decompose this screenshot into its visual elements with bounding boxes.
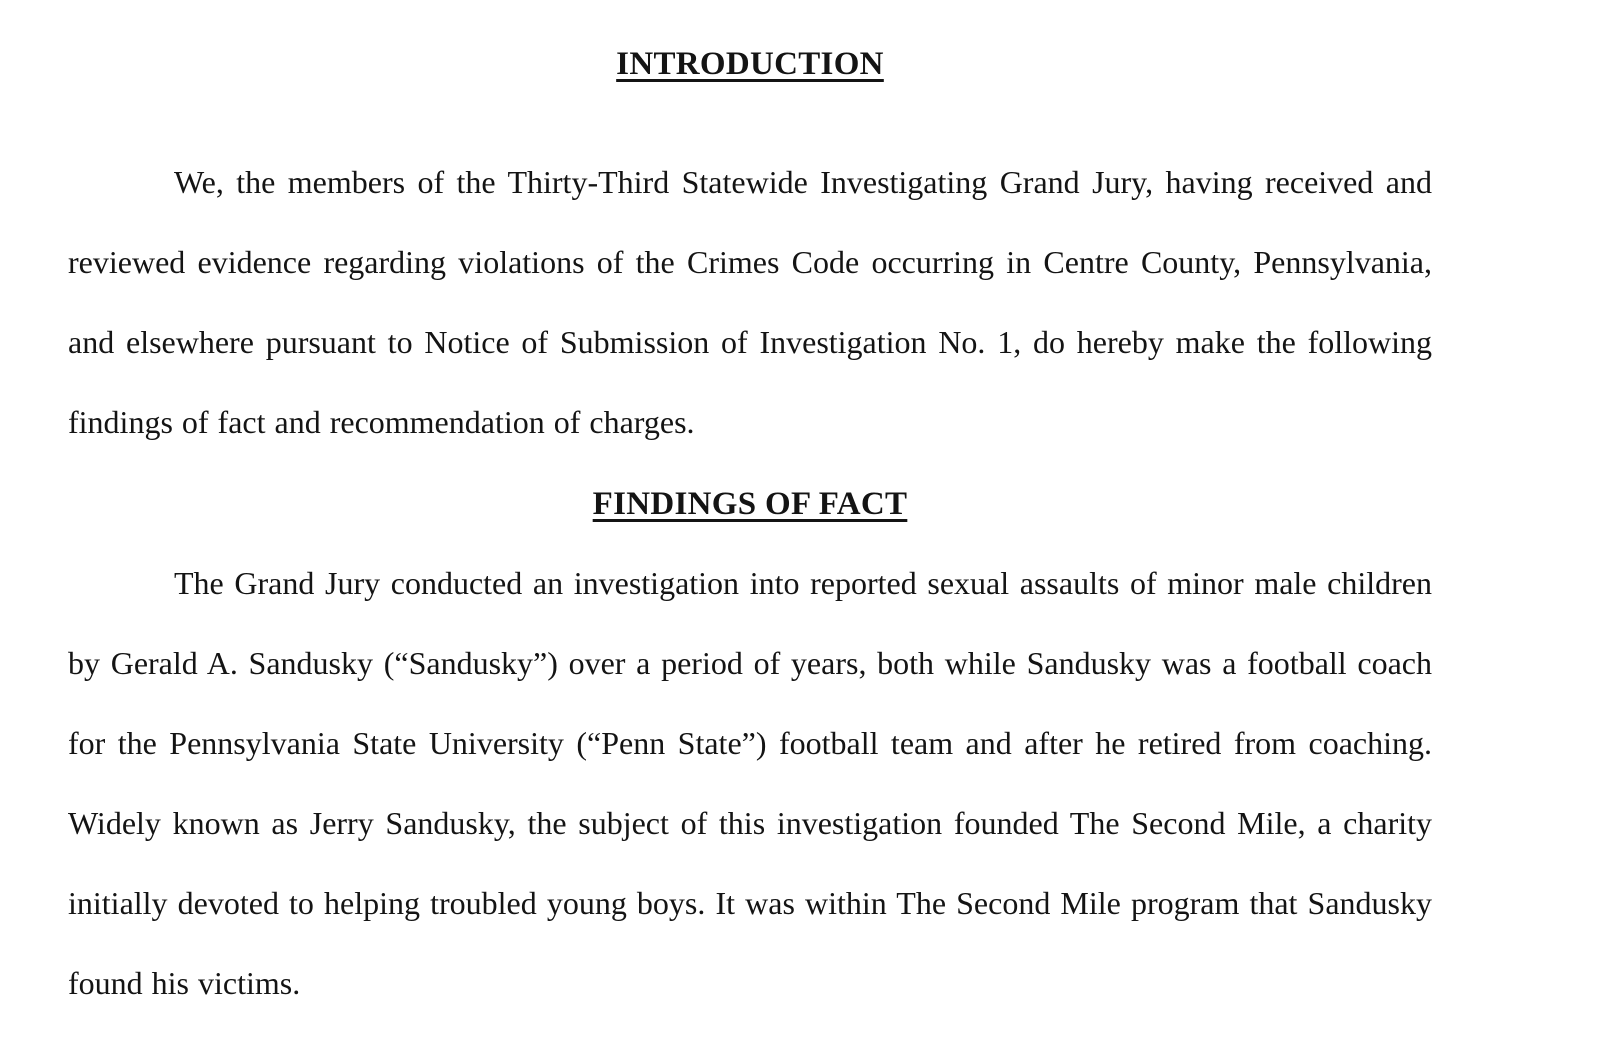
findings-of-fact-heading <box>0 484 1500 524</box>
introduction-heading-text: INTRODUCTION <box>616 46 884 82</box>
introduction-paragraph: We, the members of the Thirty-Third Statewide Investigating Grand Jury, having received and reviewed evidence regarding violations of the Crimes Code occurring in Centre County, Pennsylvania, and elsewhere pursuant to Notice of Submission of Investigation No. 1, do hereby make the following findings of fact and recommendation of charges. <box>68 164 1432 440</box>
findings-of-fact-paragraph: The Grand Jury conducted an investigation into reported sexual assaults of minor male children by Gerald A. Sandusky (“Sandusky”) over a period of years, both while Sandusky was a football coach for the Pennsylvania State University (“Penn State”) football team and after he retired from coaching. Widely known as Jerry Sandusky, the subject of this investigation founded The Second Mile, a charity initially devoted to helping troubled young boys. It was within The Second Mile program that Sandusky found his victims. <box>68 565 1432 1001</box>
findings-of-fact-heading-text: FINDINGS OF FACT <box>592 486 908 522</box>
introduction-heading <box>0 44 1500 84</box>
